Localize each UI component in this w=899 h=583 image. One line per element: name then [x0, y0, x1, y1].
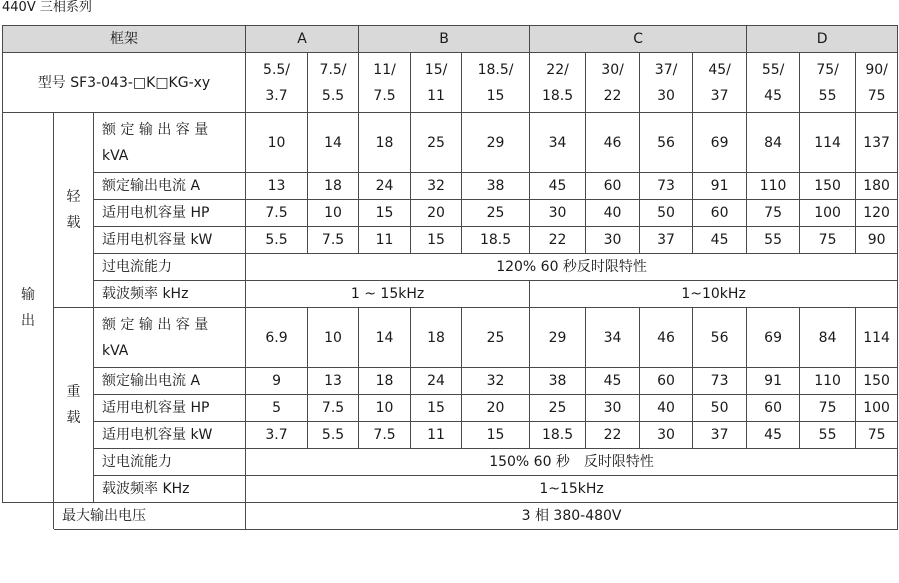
table-cell: 40 — [640, 395, 693, 422]
light-kw-row — [3, 227, 898, 254]
table-cell: 9 — [246, 368, 308, 395]
table-cell: 7.5 — [246, 200, 308, 227]
light-hp-label: 适用电机容量 HP — [94, 200, 246, 227]
heavy-overload-value: 150% 60 秒 反时限特性 — [246, 449, 898, 476]
table-cell: 24 — [411, 368, 462, 395]
table-cell: 114 — [800, 113, 856, 173]
table-cell: 18 — [359, 368, 411, 395]
table-cell: 13 — [246, 173, 308, 200]
table-cell: 13 — [308, 368, 359, 395]
table-cell: 69 — [693, 113, 747, 173]
model-cell: 55/ 45 — [747, 53, 800, 113]
heavy-hp-label: 适用电机容量 HP — [94, 395, 246, 422]
frame-a: A — [246, 26, 359, 53]
table-cell: 7.5 — [359, 422, 411, 449]
table-cell: 25 — [530, 395, 586, 422]
table-cell: 24 — [359, 173, 411, 200]
model-cell: 30/ 22 — [586, 53, 640, 113]
heavy-load-label: 重 载 — [54, 308, 94, 503]
table-cell: 18 — [411, 308, 462, 368]
table-cell: 30 — [586, 227, 640, 254]
table-cell: 46 — [640, 308, 693, 368]
light-overload-row — [3, 254, 898, 281]
table-cell: 75 — [856, 422, 898, 449]
table-cell: 38 — [462, 173, 530, 200]
table-cell: 29 — [462, 113, 530, 173]
table-cell: 14 — [359, 308, 411, 368]
table-cell: 30 — [640, 422, 693, 449]
table-cell: 91 — [693, 173, 747, 200]
table-cell: 15 — [411, 227, 462, 254]
table-cell: 60 — [747, 395, 800, 422]
frame-c: C — [530, 26, 747, 53]
table-cell: 84 — [747, 113, 800, 173]
table-cell: 29 — [530, 308, 586, 368]
table-cell: 73 — [693, 368, 747, 395]
table-cell: 14 — [308, 113, 359, 173]
table-cell: 18.5 — [462, 227, 530, 254]
heavy-overload-label: 过电流能力 — [94, 449, 246, 476]
light-hp-row — [3, 200, 898, 227]
table-cell: 45 — [530, 173, 586, 200]
heavy-capacity-row — [3, 308, 898, 368]
table-cell: 10 — [246, 113, 308, 173]
spec-table — [2, 25, 898, 530]
heavy-capacity-label: 额 定 输 出 容 量 kVA — [94, 308, 246, 368]
model-cell: 18.5/ 15 — [462, 53, 530, 113]
model-label: 型号 SF3-043-□K□KG-xy — [3, 53, 246, 113]
heavy-carrier-value: 1~15kHz — [246, 476, 898, 503]
table-cell: 180 — [856, 173, 898, 200]
table-cell: 25 — [411, 113, 462, 173]
table-cell: 30 — [530, 200, 586, 227]
table-cell: 20 — [462, 395, 530, 422]
light-capacity-label: 额 定 输 出 容 量 kVA — [94, 113, 246, 173]
table-cell: 150 — [800, 173, 856, 200]
table-cell: 6.9 — [246, 308, 308, 368]
table-cell: 73 — [640, 173, 693, 200]
light-carrier-ab: 1 ~ 15kHz — [246, 281, 530, 308]
table-cell: 15 — [359, 200, 411, 227]
table-cell: 3.7 — [246, 422, 308, 449]
heavy-carrier-row — [3, 476, 898, 503]
table-cell: 10 — [359, 395, 411, 422]
table-cell: 30 — [586, 395, 640, 422]
heavy-hp-row — [3, 395, 898, 422]
model-cell: 90/ 75 — [856, 53, 898, 113]
model-cell: 11/ 7.5 — [359, 53, 411, 113]
table-cell: 18 — [359, 113, 411, 173]
table-cell: 7.5 — [308, 395, 359, 422]
frame-row — [3, 26, 898, 53]
table-cell: 50 — [693, 395, 747, 422]
model-cell: 22/ 18.5 — [530, 53, 586, 113]
table-cell: 10 — [308, 308, 359, 368]
light-carrier-cd: 1~10kHz — [530, 281, 898, 308]
frame-b: B — [359, 26, 530, 53]
max-voltage-row — [3, 503, 898, 530]
table-cell: 20 — [411, 200, 462, 227]
table-cell: 56 — [640, 113, 693, 173]
table-cell: 75 — [747, 200, 800, 227]
model-cell: 75/ 55 — [800, 53, 856, 113]
table-cell: 5.5 — [246, 227, 308, 254]
light-overload-label: 过电流能力 — [94, 254, 246, 281]
heavy-current-row — [3, 368, 898, 395]
table-cell: 40 — [586, 200, 640, 227]
table-cell: 5.5 — [308, 422, 359, 449]
table-cell: 34 — [530, 113, 586, 173]
table-cell: 55 — [800, 422, 856, 449]
heavy-overload-row — [3, 449, 898, 476]
light-kw-label: 适用电机容量 kW — [94, 227, 246, 254]
table-cell: 37 — [640, 227, 693, 254]
table-cell: 15 — [462, 422, 530, 449]
frame-d: D — [747, 26, 898, 53]
table-cell: 34 — [586, 308, 640, 368]
table-cell: 11 — [411, 422, 462, 449]
table-cell: 110 — [747, 173, 800, 200]
table-cell: 100 — [800, 200, 856, 227]
table-cell: 91 — [747, 368, 800, 395]
light-load-label: 轻 载 — [54, 113, 94, 308]
table-cell: 84 — [800, 308, 856, 368]
table-cell: 15 — [411, 395, 462, 422]
blank-cell — [3, 503, 54, 530]
table-cell: 110 — [800, 368, 856, 395]
table-cell: 18 — [308, 173, 359, 200]
model-cell: 7.5/ 5.5 — [308, 53, 359, 113]
light-capacity-row — [3, 113, 898, 173]
light-current-row — [3, 173, 898, 200]
table-cell: 18.5 — [530, 422, 586, 449]
output-group-label: 输 出 — [3, 113, 54, 503]
model-row — [3, 53, 898, 113]
table-cell: 150 — [856, 368, 898, 395]
table-cell: 75 — [800, 227, 856, 254]
table-cell: 37 — [693, 422, 747, 449]
table-cell: 50 — [640, 200, 693, 227]
table-cell: 114 — [856, 308, 898, 368]
table-cell: 7.5 — [308, 227, 359, 254]
table-cell: 45 — [586, 368, 640, 395]
table-cell: 69 — [747, 308, 800, 368]
table-cell: 46 — [586, 113, 640, 173]
heavy-carrier-label: 载波频率 KHz — [94, 476, 246, 503]
table-cell: 60 — [586, 173, 640, 200]
max-voltage-value: 3 相 380-480V — [246, 503, 898, 530]
max-voltage-label: 最大输出电压 — [54, 503, 246, 530]
table-cell: 45 — [747, 422, 800, 449]
table-cell: 32 — [411, 173, 462, 200]
table-cell: 38 — [530, 368, 586, 395]
heavy-current-label: 额定输出电流 A — [94, 368, 246, 395]
table-cell: 55 — [747, 227, 800, 254]
model-cell: 15/ 11 — [411, 53, 462, 113]
table-cell: 60 — [640, 368, 693, 395]
table-cell: 10 — [308, 200, 359, 227]
light-carrier-row — [3, 281, 898, 308]
frame-label: 框架 — [3, 26, 246, 53]
table-cell: 60 — [693, 200, 747, 227]
table-cell: 137 — [856, 113, 898, 173]
table-cell: 100 — [856, 395, 898, 422]
light-overload-value: 120% 60 秒反时限特性 — [246, 254, 898, 281]
table-cell: 5 — [246, 395, 308, 422]
table-cell: 25 — [462, 200, 530, 227]
heavy-kw-label: 适用电机容量 kW — [94, 422, 246, 449]
table-cell: 56 — [693, 308, 747, 368]
table-cell: 11 — [359, 227, 411, 254]
model-cell: 45/ 37 — [693, 53, 747, 113]
table-caption: 440V 三相系列 — [2, 0, 92, 15]
table-cell: 75 — [800, 395, 856, 422]
table-cell: 22 — [586, 422, 640, 449]
light-carrier-label: 载波频率 kHz — [94, 281, 246, 308]
table-cell: 120 — [856, 200, 898, 227]
table-cell: 25 — [462, 308, 530, 368]
model-cell: 5.5/ 3.7 — [246, 53, 308, 113]
light-current-label: 额定输出电流 A — [94, 173, 246, 200]
heavy-kw-row — [3, 422, 898, 449]
table-cell: 32 — [462, 368, 530, 395]
table-cell: 45 — [693, 227, 747, 254]
table-cell: 22 — [530, 227, 586, 254]
model-cell: 37/ 30 — [640, 53, 693, 113]
table-cell: 90 — [856, 227, 898, 254]
